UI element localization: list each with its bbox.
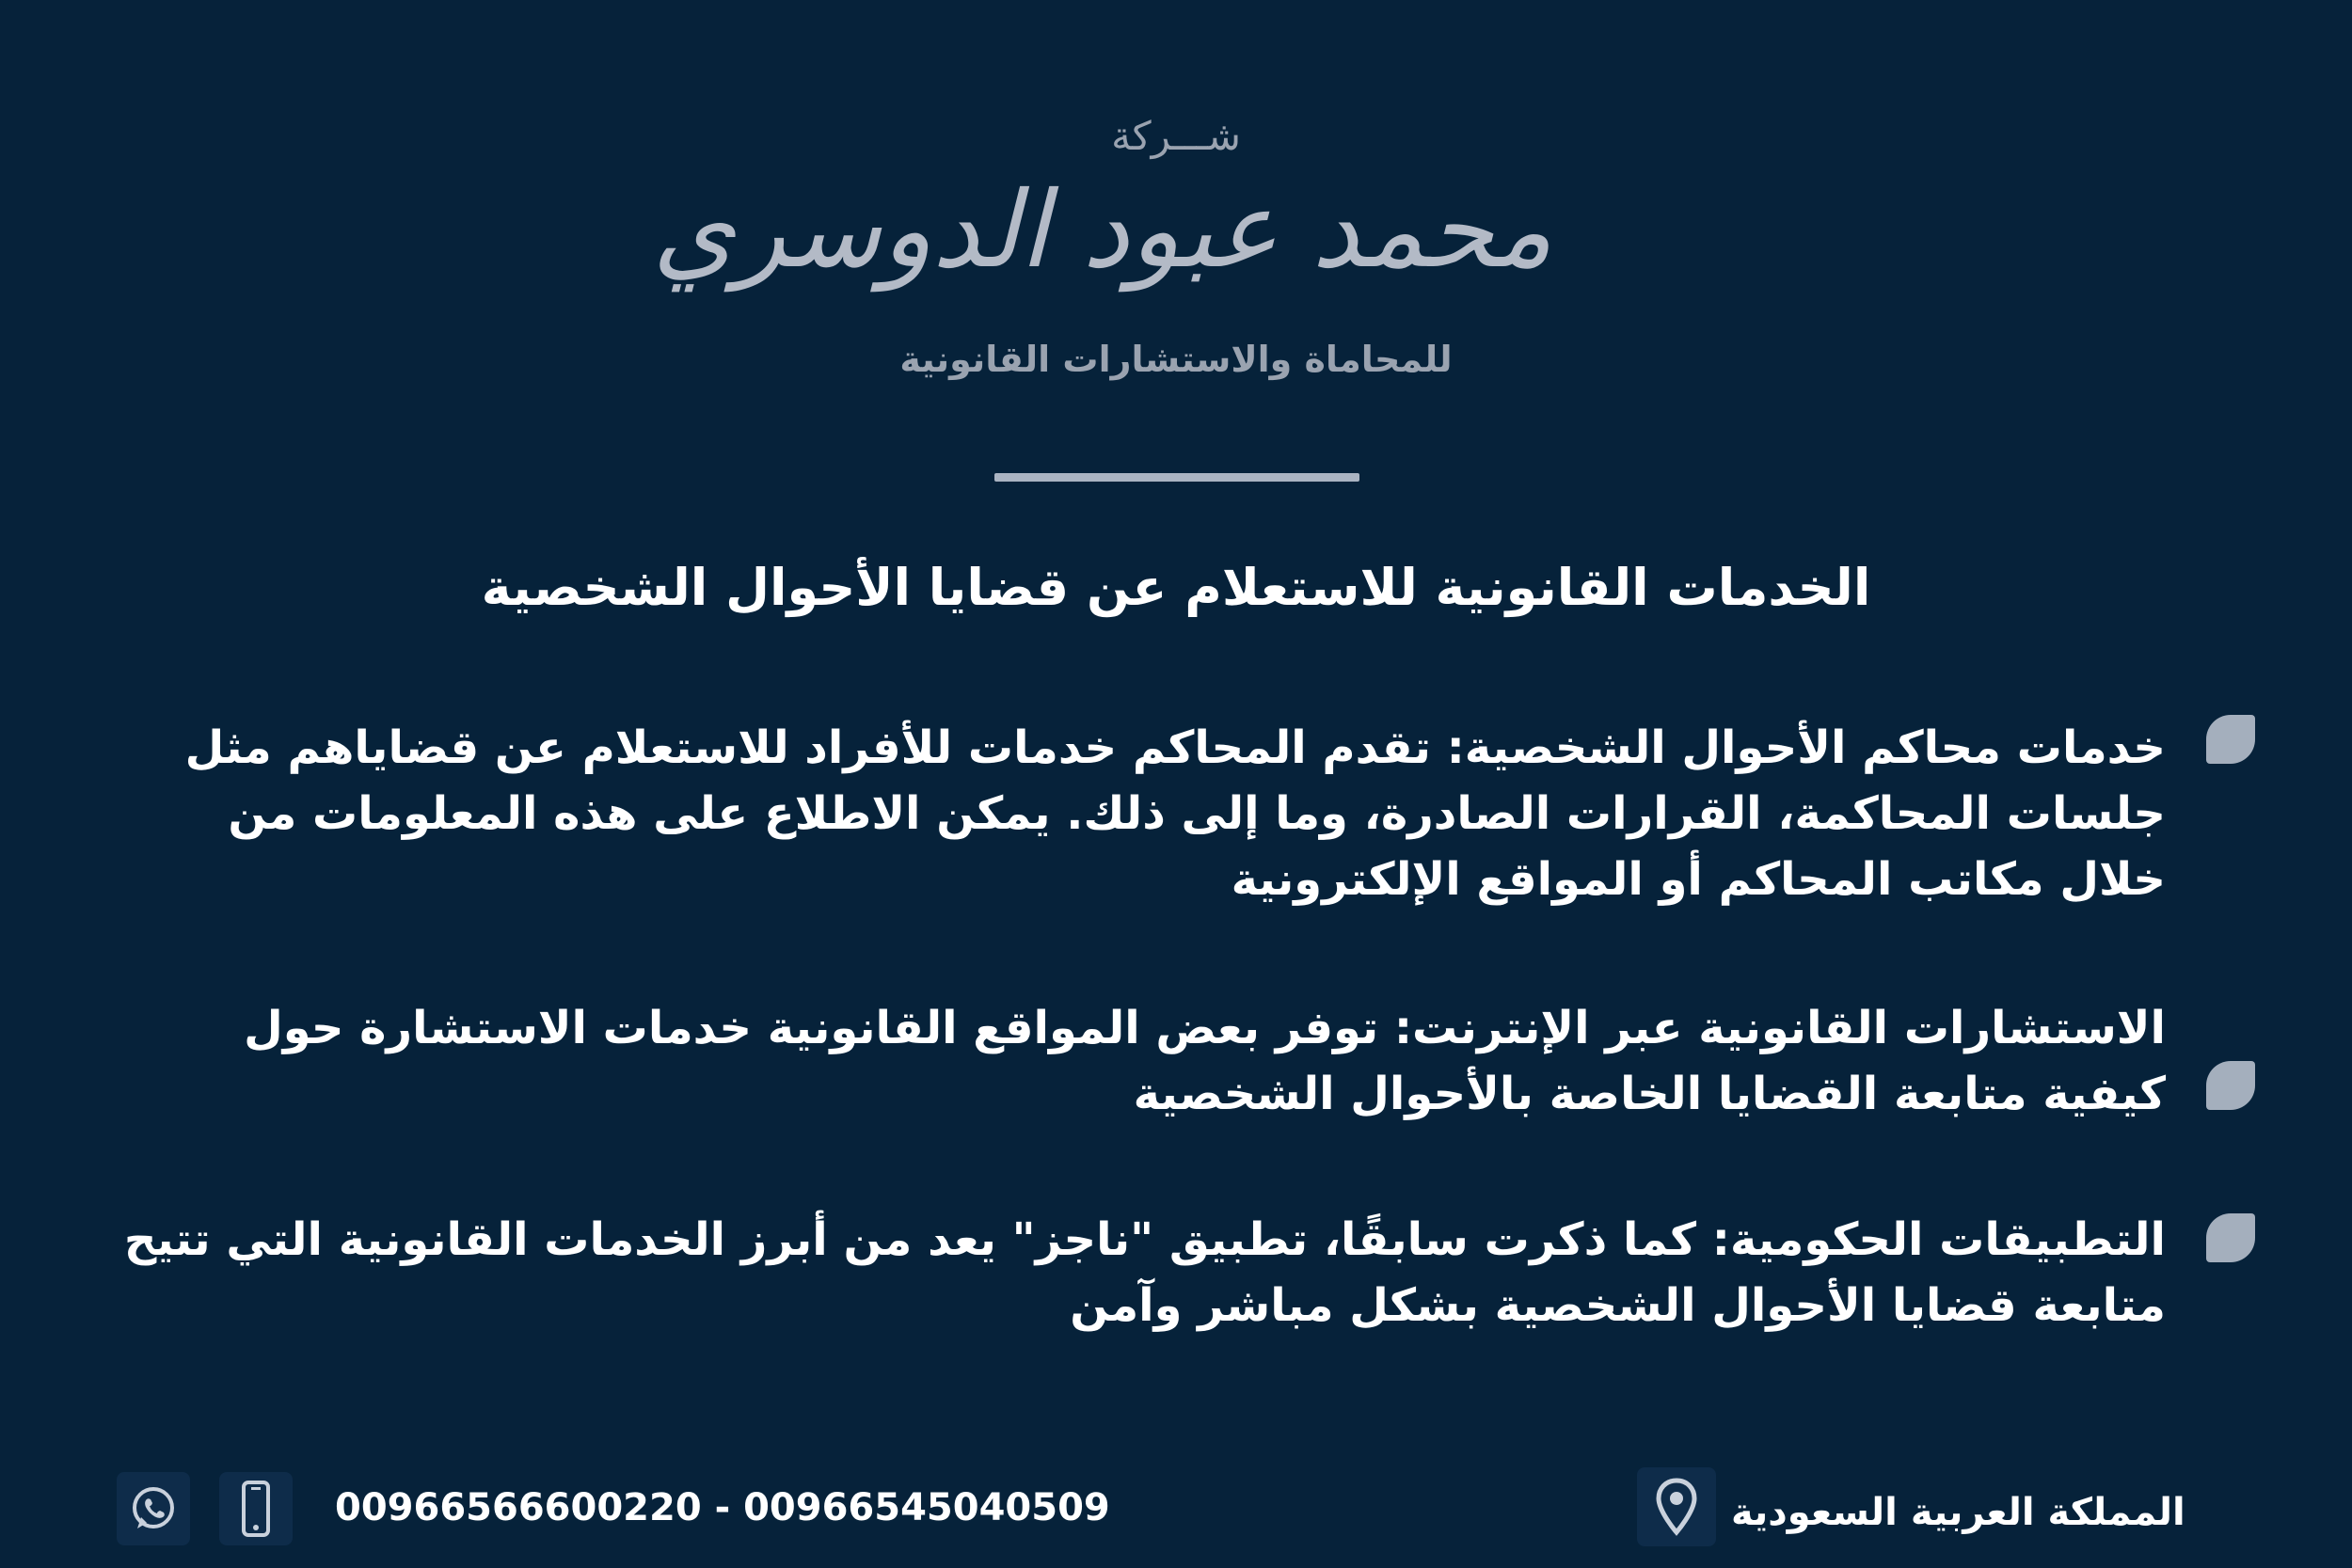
phone-numbers[interactable]: 00966566600220 - 00966545040509	[335, 1486, 1110, 1529]
logo-tagline: للمحاماة والاستشارات القانونية	[899, 339, 1453, 380]
whatsapp-button[interactable]	[117, 1472, 190, 1545]
logo-company-name: محمد عبود الدوسري	[652, 169, 1552, 292]
bullet-icon	[2206, 1061, 2255, 1110]
location-text: المملكة العربية السعودية	[1731, 1491, 2185, 1534]
page-title: الخدمات القانونية للاستعلام عن قضايا الأحوال الشخصية	[481, 558, 1871, 617]
bullet-icon	[2206, 715, 2255, 764]
phone-button[interactable]	[219, 1472, 293, 1545]
divider	[994, 473, 1359, 482]
logo-company-word: شـــركة	[1111, 113, 1241, 159]
whatsapp-icon	[128, 1483, 179, 1534]
paragraph-personal-status-courts: خدمات محاكم الأحوال الشخصية: تقدم المحاكم خدمات للأفراد للاستعلام عن قضاياهم مثل جلسات المحاكمة، القرارات الصادرة، وما إلى ذلك. يمكن الاطلاع على هذه المعلومات من خلال مكاتب المحاكم أو المواقع الإلكترونية	[184, 721, 2166, 906]
bullet-icon	[2206, 1213, 2255, 1262]
location-button[interactable]	[1637, 1467, 1716, 1546]
paragraph-online-consultations: الاستشارات القانونية عبر الإنترنت: توفر بعض المواقع القانونية خدمات الاستشارة حول كيفية متابعة القضايا الخاصة بالأحوال الشخصية	[244, 1002, 2166, 1120]
location-pin-icon	[1654, 1478, 1699, 1536]
company-logo	[652, 113, 1552, 414]
paragraph-government-apps: التطبيقات الحكومية: كما ذكرت سابقًا، تطبيق "ناجز" يعد من أبرز الخدمات القانونية التي تتيح متابعة قضايا الأحوال الشخصية بشكل مباشر وآمن	[123, 1213, 2166, 1332]
mobile-phone-icon	[230, 1480, 281, 1538]
